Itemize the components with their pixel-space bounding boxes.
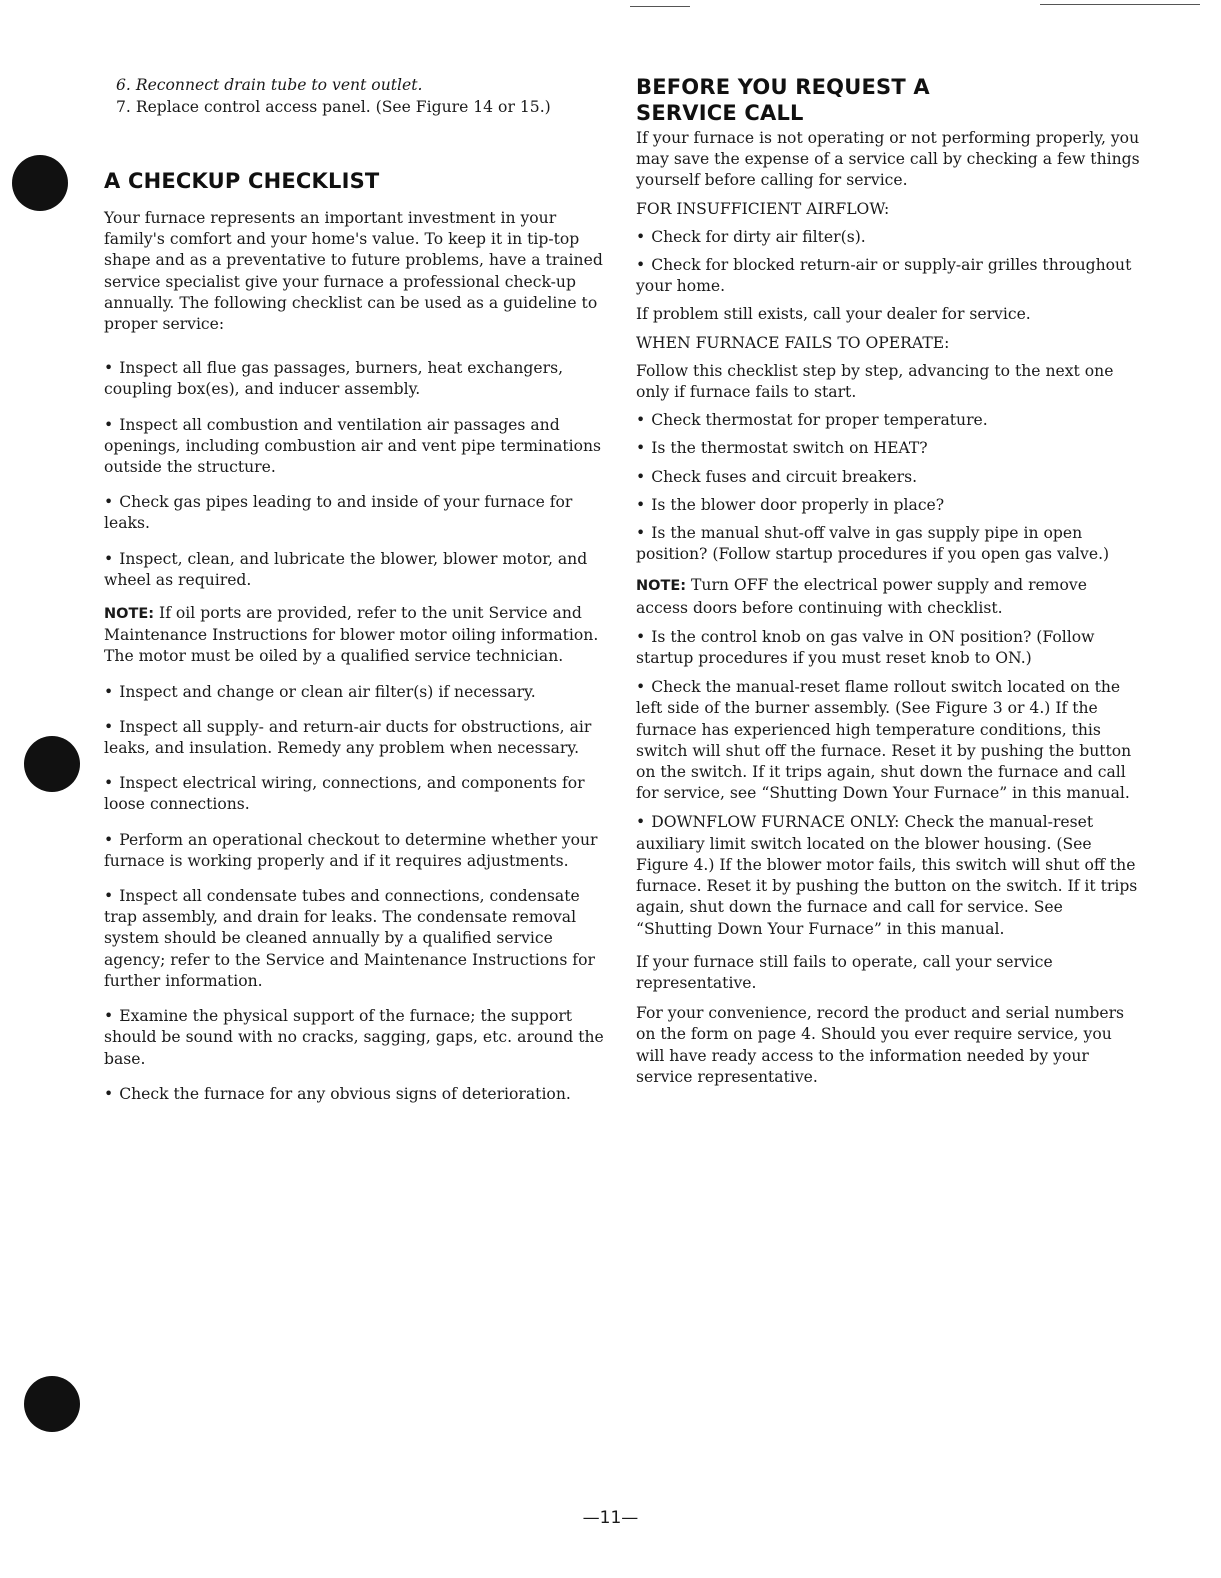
airflow-title: FOR INSUFFICIENT AIRFLOW: [636,199,890,218]
left-column [104,74,604,1105]
fail-item: • Check the manual-reset flame rollout switch located on the left side of the burner assembly. (See Figure 3 or 4.) If the furnace has experienced high temperature conditions, this switch will shut off the furnace. Reset it by pushing the button on the switch. If it trips again, shut down the furnace and call for service, see “Shutting Down Your Furnace” in this manual. [636,677,1140,804]
checklist-item: • Inspect all flue gas passages, burners, heat exchangers, coupling box(es), and inducer assembly. [104,358,604,400]
punch-hole [24,1376,80,1432]
right-column [636,74,1140,1088]
checklist-item: • Inspect electrical wiring, connections, and components for loose connections. [104,773,604,815]
checkup-intro: Your furnace represents an important investment in your family's comfort and your home's value. To keep it in tip-top shape and as a preventative to future problems, have a trained service specialist give your furnace a professional check-up annually. The following checklist can be used as a guideline to proper service: [104,209,603,334]
service-call-intro: If your furnace is not operating or not performing properly, you may save the expense of a service call by checking a few things yourself before calling for service. [636,129,1140,190]
fail-title: WHEN FURNACE FAILS TO OPERATE: [636,333,950,352]
step-6: 6. Reconnect drain tube to vent outlet. [116,76,423,94]
fail-item: • Check thermostat for proper temperature. [636,410,1140,431]
fail-item: • Is the manual shut-off valve in gas supply pipe in open position? (Follow startup procedures if you open gas valve.) [636,523,1140,565]
note-label: NOTE: [104,606,155,623]
fail-item: • Is the thermostat switch on HEAT? [636,438,1140,459]
fail-item: • Is the blower door properly in place? [636,495,1140,516]
scan-artifact-line [1040,4,1200,5]
fail-item: • Check fuses and circuit breakers. [636,467,1140,488]
fail-item: • Is the control knob on gas valve in ON position? (Follow startup procedures if you must reset knob to ON.) [636,627,1140,669]
note [636,575,1140,618]
checklist-item: • Inspect all supply- and return-air ducts for obstructions, air leaks, and insulation. Remedy any problem when necessary. [104,717,604,759]
checklist-item: • Examine the physical support of the furnace; the support should be sound with no cracks, sagging, gaps, etc. around the base. [104,1006,604,1070]
checklist-item: • Inspect all combustion and ventilation air passages and openings, including combustion air and vent pipe terminations outside the structure. [104,415,604,479]
note [104,603,604,668]
checklist-item: • Check the furnace for any obvious signs of deterioration. [104,1084,604,1105]
closing-text: If your furnace still fails to operate, call your service representative. [636,952,1053,992]
checklist-item: • Check gas pipes leading to and inside of your furnace for leaks. [104,492,604,534]
fail-item: • DOWNFLOW FURNACE ONLY: Check the manual-reset auxiliary limit switch located on the blower housing. (See Figure 4.) If the blower motor fails, this switch will shut off the furnace. Reset it by pushing the button on the switch. If it trips again, shut down the furnace and call for service. See “Shutting Down Your Furnace” in this manual. [636,812,1140,939]
checkup-heading: A CHECKUP CHECKLIST [104,169,380,193]
service-call-heading-line2: SERVICE CALL [636,101,804,125]
checklist-item: • Inspect and change or clean air filter(s) if necessary. [104,682,604,703]
step-7: 7. Replace control access panel. (See Figure 14 or 15.) [116,98,551,116]
page-number: —11— [582,1508,639,1528]
checklist-item: • Inspect, clean, and lubricate the blower, blower motor, and wheel as required. [104,549,604,591]
checklist-item: • Inspect all condensate tubes and connections, condensate trap assembly, and drain for leaks. The condensate removal system should be cleaned annually by a qualified service agency; refer to the Service and Maintenance Instructions for further information. [104,886,604,992]
punch-hole [12,155,68,211]
note-text: Turn OFF the electrical power supply and remove access doors before continuing with checklist. [636,576,1087,617]
punch-hole [24,736,80,792]
note-label: NOTE: [636,578,687,595]
checklist-item: • Perform an operational checkout to determine whether your furnace is working properly and if it requires adjustments. [104,830,604,872]
airflow-item: • Check for dirty air filter(s). [636,227,1140,248]
fail-intro: Follow this checklist step by step, advancing to the next one only if furnace fails to start. [636,361,1114,402]
scan-artifact-line [630,6,690,7]
service-call-heading-line1: BEFORE YOU REQUEST A [636,75,930,99]
airflow-item: • Check for blocked return-air or supply-air grilles throughout your home. [636,255,1140,297]
closing-text: For your convenience, record the product and serial numbers on the form on page 4. Should you ever require service, you will have ready access to the information needed by your service representative. [636,1004,1125,1086]
airflow-followup: If problem still exists, call your dealer for service. [636,305,1031,324]
note-text: If oil ports are provided, refer to the unit Service and Maintenance Instructions for blower motor oiling information. The motor must be oiled by a qualified service technician. [104,604,599,666]
